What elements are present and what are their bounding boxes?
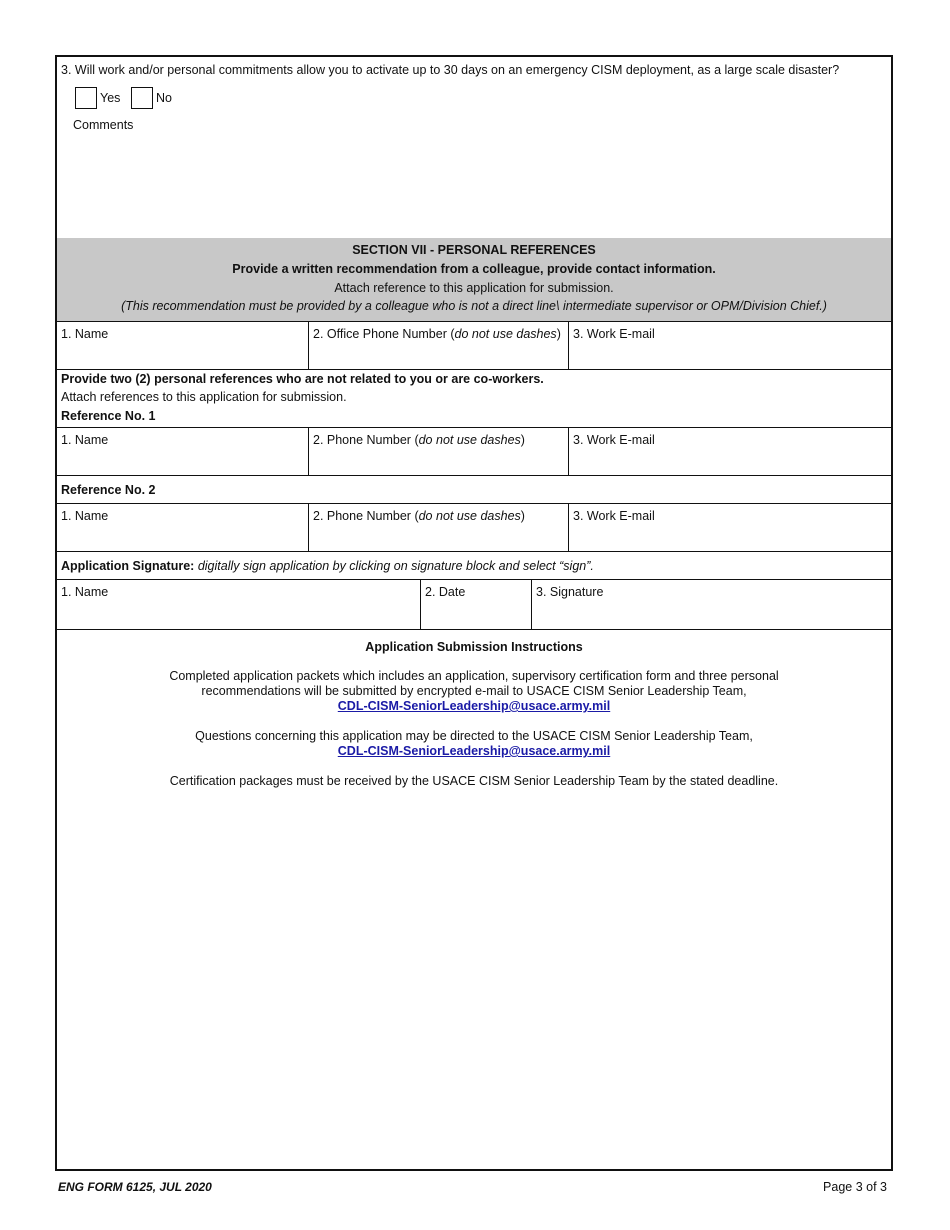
divider [568, 321, 569, 369]
section-7-title: SECTION VII - PERSONAL REFERENCES [352, 243, 596, 257]
divider [57, 475, 891, 476]
page-number: Page 3 of 3 [823, 1180, 887, 1194]
divider [308, 321, 309, 369]
divider [57, 551, 891, 552]
colleague-email-field[interactable] [571, 342, 887, 366]
reference-2-phone-field[interactable] [311, 524, 565, 548]
reference-1-name-label: 1. Name [61, 433, 109, 447]
personal-refs-heading: Provide two (2) personal references who are not related to you or are co-workers. [61, 372, 544, 386]
signature-block[interactable] [534, 600, 887, 626]
reference-1-name-field[interactable] [59, 448, 305, 472]
divider [57, 321, 891, 322]
divider [308, 503, 309, 551]
divider [308, 427, 309, 475]
colleague-phone-field[interactable] [311, 342, 565, 366]
instructions-para2: Questions concerning this application may be directed to the USACE CISM Senior Leadership Team, [195, 729, 753, 743]
question-3-text: 3. Will work and/or personal commitments allow you to activate up to 30 days on an emergency CISM deployment, as a large scale disaster? [61, 63, 840, 77]
yes-label: Yes [100, 91, 121, 105]
signature-name-label: 1. Name [61, 585, 109, 599]
section-7-attach-note: Attach reference to this application for submission. [334, 281, 614, 295]
reference-1-phone-label: 2. Phone Number (do not use dashes) [313, 433, 525, 447]
form-frame [55, 55, 893, 1171]
instructions-title: Application Submission Instructions [365, 640, 583, 654]
reference-1-title: Reference No. 1 [61, 409, 156, 423]
divider [568, 427, 569, 475]
reference-2-name-label: 1. Name [61, 509, 109, 523]
instructions-para1-line2: recommendations will be submitted by encrypted e-mail to USACE CISM Senior Leadership Team, [201, 684, 747, 698]
yes-checkbox[interactable] [75, 87, 97, 109]
divider [57, 579, 891, 580]
reference-1-email-label: 3. Work E-mail [573, 433, 655, 447]
reference-2-name-field[interactable] [59, 524, 305, 548]
colleague-name-field[interactable] [59, 342, 305, 366]
signature-label: 3. Signature [536, 585, 604, 599]
colleague-name-label: 1. Name [61, 327, 109, 341]
divider [420, 579, 421, 629]
reference-2-title: Reference No. 2 [61, 483, 156, 497]
divider [57, 503, 891, 504]
comments-field[interactable] [71, 135, 881, 235]
senior-leadership-email-link-2[interactable]: CDL-CISM-SeniorLeadership@usace.army.mil [337, 744, 611, 758]
section-7-subtitle: Provide a written recommendation from a colleague, provide contact information. [232, 262, 716, 276]
senior-leadership-email-link[interactable]: CDL-CISM-SeniorLeadership@usace.army.mil [337, 699, 611, 713]
personal-refs-attach-note: Attach references to this application for submission. [61, 390, 347, 404]
divider [57, 427, 891, 428]
signature-date-label: 2. Date [425, 585, 466, 599]
reference-2-email-field[interactable] [571, 524, 887, 548]
divider [568, 503, 569, 551]
reference-2-phone-label: 2. Phone Number (do not use dashes) [313, 509, 525, 523]
instructions-para3: Certification packages must be received by the USACE CISM Senior Leadership Team by the stated deadline. [169, 774, 779, 788]
section-7-italic-note: (This recommendation must be provided by a colleague who is not a direct line\ intermediate supervisor or OPM/Division Chief.) [121, 299, 827, 313]
signature-date-field[interactable] [423, 600, 528, 626]
comments-label: Comments [73, 118, 134, 132]
no-checkbox[interactable] [131, 87, 153, 109]
divider [57, 629, 891, 630]
reference-2-email-label: 3. Work E-mail [573, 509, 655, 523]
instructions-email-1-wrap [57, 699, 891, 713]
instructions-email-2-wrap [57, 744, 891, 758]
no-label: No [156, 91, 172, 105]
divider [57, 369, 891, 370]
reference-1-email-field[interactable] [571, 448, 887, 472]
colleague-phone-label: 2. Office Phone Number (do not use dashes) [313, 327, 561, 341]
form-id: ENG FORM 6125, JUL 2020 [58, 1180, 212, 1194]
signature-instruction: Application Signature: digitally sign application by clicking on signature block and select “sign”. [61, 559, 594, 573]
colleague-email-label: 3. Work E-mail [573, 327, 655, 341]
instructions-para1-line1: Completed application packets which includes an application, supervisory certification form and three personal [169, 669, 779, 683]
divider [531, 579, 532, 629]
signature-name-field[interactable] [59, 600, 417, 626]
reference-1-phone-field[interactable] [311, 448, 565, 472]
